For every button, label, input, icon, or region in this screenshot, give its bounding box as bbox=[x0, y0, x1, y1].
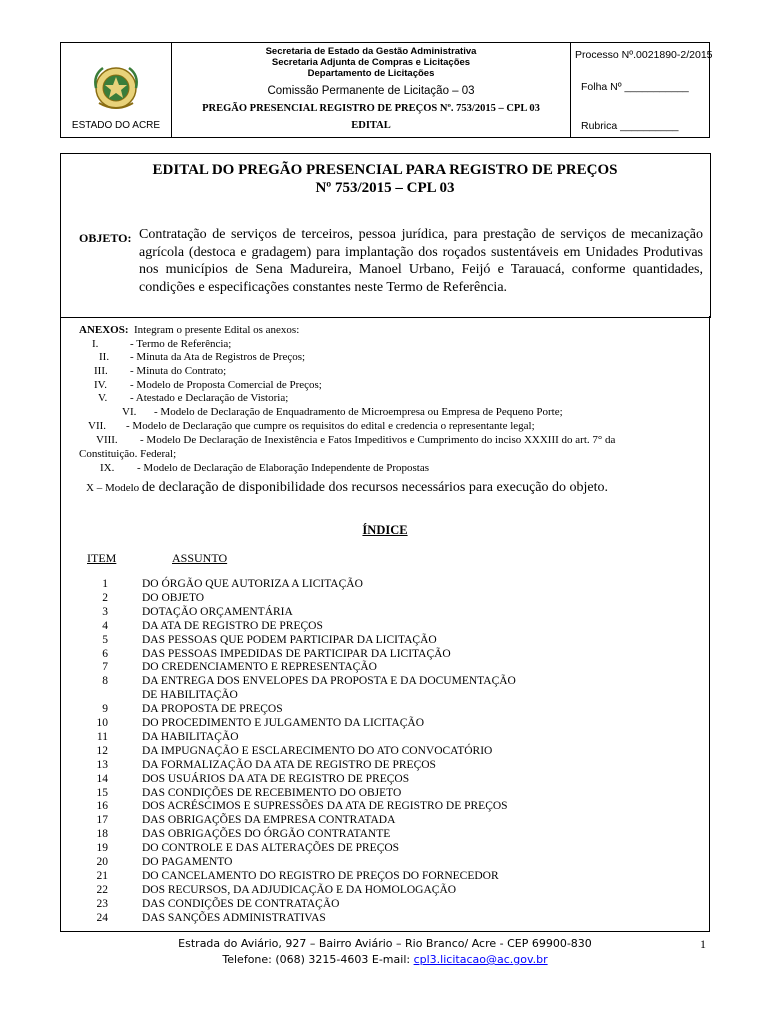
page-number: 1 bbox=[700, 937, 706, 951]
indice-item-number: 3 bbox=[102, 605, 108, 618]
anexo-text: - Modelo de Proposta Comercial de Preços; bbox=[130, 379, 322, 391]
indice-item-number: 16 bbox=[96, 800, 108, 813]
edital-line: EDITAL bbox=[351, 120, 391, 131]
document-header bbox=[60, 42, 713, 138]
anexo-text: - Termo de Referência; bbox=[130, 338, 232, 350]
state-name: ESTADO DO ACRE bbox=[71, 120, 161, 131]
indice-item-number: 22 bbox=[96, 883, 108, 896]
anexo-x bbox=[86, 480, 608, 496]
indice-item-subject: DA FORMALIZAÇÃO DA ATA DE REGISTRO DE PREÇOS bbox=[142, 758, 436, 771]
indice-item-number: 17 bbox=[96, 814, 108, 827]
anexo-num: VIII. bbox=[96, 434, 118, 446]
anexo-num: III. bbox=[94, 365, 108, 377]
indice-item-number: 18 bbox=[96, 828, 108, 841]
indice-item-subject: DO CREDENCIAMENTO E REPRESENTAÇÃO bbox=[142, 661, 377, 674]
indice-item-number: 8 bbox=[102, 675, 108, 688]
header-process-cell bbox=[570, 43, 713, 137]
indice-item-subject: DAS PESSOAS IMPEDIDAS DE PARTICIPAR DA LICITAÇÃO bbox=[142, 647, 451, 660]
indice-item-subject: DOS RECURSOS, DA ADJUDICAÇÃO E DA HOMOLOGAÇÃO bbox=[142, 883, 457, 896]
state-coat-of-arms-icon bbox=[91, 63, 141, 113]
anexo-num: I. bbox=[92, 338, 99, 350]
body-left-border bbox=[60, 316, 61, 932]
header-emblem-cell bbox=[61, 43, 172, 137]
indice-item-number: 7 bbox=[102, 661, 108, 674]
footer-phone: Telefone: (068) 3215-4603 E-mail: bbox=[222, 953, 411, 966]
indice-item-number: 23 bbox=[96, 897, 108, 910]
anexo-text: - Modelo De Declaração de Inexistência e Fatos Impeditivos e Cumprimento do inciso XXXIII do art. 7° da bbox=[140, 434, 616, 446]
anexo-text: - Modelo de Declaração de Elaboração Independente de Propostas bbox=[137, 462, 429, 474]
indice-item-number: 19 bbox=[96, 842, 108, 855]
indice-item-subject: DOS USUÁRIOS DA ATA DE REGISTRO DE PREÇOS bbox=[142, 772, 410, 785]
anexo-num: V. bbox=[98, 392, 108, 404]
indice-item-subject: DAS OBRIGAÇÕES DO ÓRGÃO CONTRATANTE bbox=[142, 828, 391, 841]
anexo-text: - Modelo de Declaração que cumpre os requisitos do edital e credencia o representante legal; bbox=[126, 420, 535, 432]
indice-item-number: 4 bbox=[102, 619, 108, 632]
commission-line: Comissão Permanente de Licitação – 03 bbox=[267, 85, 475, 97]
secretaria-adjunta-line: Secretaria Adjunta de Compras e Licitações bbox=[271, 57, 471, 68]
indice-item-number: 9 bbox=[102, 703, 108, 716]
indice-item-number: 14 bbox=[96, 772, 108, 785]
indice-item-subject: DA IMPUGNAÇÃO E ESCLARECIMENTO DO ATO CONVOCATÓRIO bbox=[142, 744, 493, 757]
anexo-num: IV. bbox=[94, 379, 107, 391]
indice-item-number: 24 bbox=[96, 911, 108, 924]
body-bottom-border bbox=[60, 931, 710, 932]
anexos-heading bbox=[79, 324, 299, 336]
body-right-border bbox=[709, 316, 710, 932]
anexo-num: VII. bbox=[88, 420, 107, 432]
indice-item-subject: DAS CONDIÇÕES DE RECEBIMENTO DO OBJETO bbox=[142, 786, 402, 799]
anexo-text-cont: Constituição. Federal; bbox=[79, 448, 177, 460]
indice-item-number: 6 bbox=[102, 647, 108, 660]
indice-item-subject: DO PAGAMENTO bbox=[142, 856, 233, 868]
objeto-label: OBJETO: bbox=[79, 231, 132, 245]
indice-item-subject: DO CANCELAMENTO DO REGISTRO DE PREÇOS DO FORNECEDOR bbox=[142, 869, 499, 882]
indice-item-number: 1 bbox=[102, 578, 108, 590]
indice-item-subject: DO ÓRGÃO QUE AUTORIZA A LICITAÇÃO bbox=[142, 578, 363, 590]
anexo-text: - Modelo de Declaração de Enquadramento de Microempresa ou Empresa de Pequeno Porte; bbox=[154, 406, 563, 418]
indice-item-subject: DO OBJETO bbox=[142, 591, 205, 604]
indice-item-number: 15 bbox=[96, 786, 108, 799]
indice-item-subject: DO CONTROLE E DAS ALTERAÇÕES DE PREÇOS bbox=[142, 842, 400, 855]
process-number: Processo Nº.0021890-2/2015 bbox=[575, 49, 713, 61]
document-number: Nº 753/2015 – CPL 03 bbox=[315, 180, 455, 196]
secretaria-line: Secretaria de Estado da Gestão Administrativa bbox=[265, 46, 477, 57]
indice-item-subject: DAS PESSOAS QUE PODEM PARTICIPAR DA LICITAÇÃO bbox=[142, 633, 437, 646]
indice-item-subject: DO PROCEDIMENTO E JULGAMENTO DA LICITAÇÃO bbox=[142, 717, 424, 729]
indice-item-subject: DAS SANÇÕES ADMINISTRATIVAS bbox=[142, 911, 326, 924]
anexo-num: VI. bbox=[122, 406, 137, 418]
indice-item-subject: DOTAÇÃO ORÇAMENTÁRIA bbox=[142, 605, 293, 618]
pregao-line: PREGÃO PRESENCIAL REGISTRO DE PREÇOS Nº. 753/2015 – CPL 03 bbox=[202, 103, 540, 114]
anexo-text: - Atestado e Declaração de Vistoria; bbox=[130, 392, 289, 404]
anexos-label: ANEXOS: bbox=[79, 324, 129, 336]
departamento-line: Departamento de Licitações bbox=[307, 68, 435, 79]
document-title: EDITAL DO PREGÃO PRESENCIAL PARA REGISTRO DE PREÇOS bbox=[152, 162, 618, 178]
anexos-intro: Integram o presente Edital os anexos: bbox=[134, 324, 300, 336]
indice-item-subject: DAS CONDIÇÕES DE CONTRATAÇÃO bbox=[142, 897, 340, 910]
indice-item-subject: DAS OBRIGAÇÕES DA EMPRESA CONTRATADA bbox=[142, 814, 396, 827]
indice-title: ÍNDICE bbox=[362, 523, 408, 537]
indice-item-subject: DA ENTREGA DOS ENVELOPES DA PROPOSTA E DA DOCUMENTAÇÃO bbox=[142, 675, 516, 688]
indice-item-number: 20 bbox=[96, 856, 108, 868]
indice-item-number: 12 bbox=[96, 744, 108, 757]
indice-item-number: 21 bbox=[96, 869, 108, 882]
indice-item-number: 13 bbox=[96, 758, 108, 771]
indice-item-subject: DA ATA DE REGISTRO DE PREÇOS bbox=[142, 619, 323, 632]
indice-item-subject: DOS ACRÉSCIMOS E SUPRESSÕES DA ATA DE REGISTRO DE PREÇOS bbox=[142, 800, 508, 813]
rubrica-field: Rubrica __________ bbox=[581, 120, 679, 132]
objeto-text: Contratação de serviços de terceiros, pessoa jurídica, para prestação de serviços de mecanização agrícola (destoca e gradagem) para implantação dos roçados sustentáveis em Unidades Produtivas nos municípios de Sena Madureira, Manoel Urbano, Feijó e Tarauacá, conforme quantidades, condições e especificações constantes neste Termo de Referência. bbox=[139, 227, 703, 295]
anexo-num: IX. bbox=[100, 462, 115, 474]
anexo-x-text: de declaração de disponibilidade dos recursos necessários para execução do objeto. bbox=[141, 480, 609, 495]
indice-item-number: 5 bbox=[102, 633, 108, 646]
anexo-x-prefix: X – Modelo bbox=[86, 482, 140, 494]
anexo-text: - Minuta do Contrato; bbox=[130, 365, 227, 377]
indice-item-subject: DE HABILITAÇÃO bbox=[142, 689, 238, 702]
indice-item-number: 10 bbox=[96, 717, 108, 729]
folha-field: Folha Nº ___________ bbox=[581, 81, 689, 93]
indice-item-number: 2 bbox=[102, 591, 108, 604]
footer-address: Estrada do Aviário, 927 – Bairro Aviário – Rio Branco/ Acre - CEP 69900-830 bbox=[178, 937, 592, 950]
anexo-text: - Minuta da Ata de Registros de Preços; bbox=[130, 351, 306, 363]
footer-contact bbox=[0, 953, 770, 966]
indice-item-subject: DA PROPOSTA DE PREÇOS bbox=[142, 703, 283, 716]
col-item-header: ITEM bbox=[87, 551, 117, 565]
col-assunto-header: ASSUNTO bbox=[172, 551, 228, 565]
anexo-num: II. bbox=[99, 351, 110, 363]
indice-item-subject: DA HABILITAÇÃO bbox=[142, 730, 239, 743]
indice-item-number: 11 bbox=[96, 730, 108, 743]
footer-email-link[interactable]: cpl3.licitacao@ac.gov.br bbox=[413, 953, 548, 966]
